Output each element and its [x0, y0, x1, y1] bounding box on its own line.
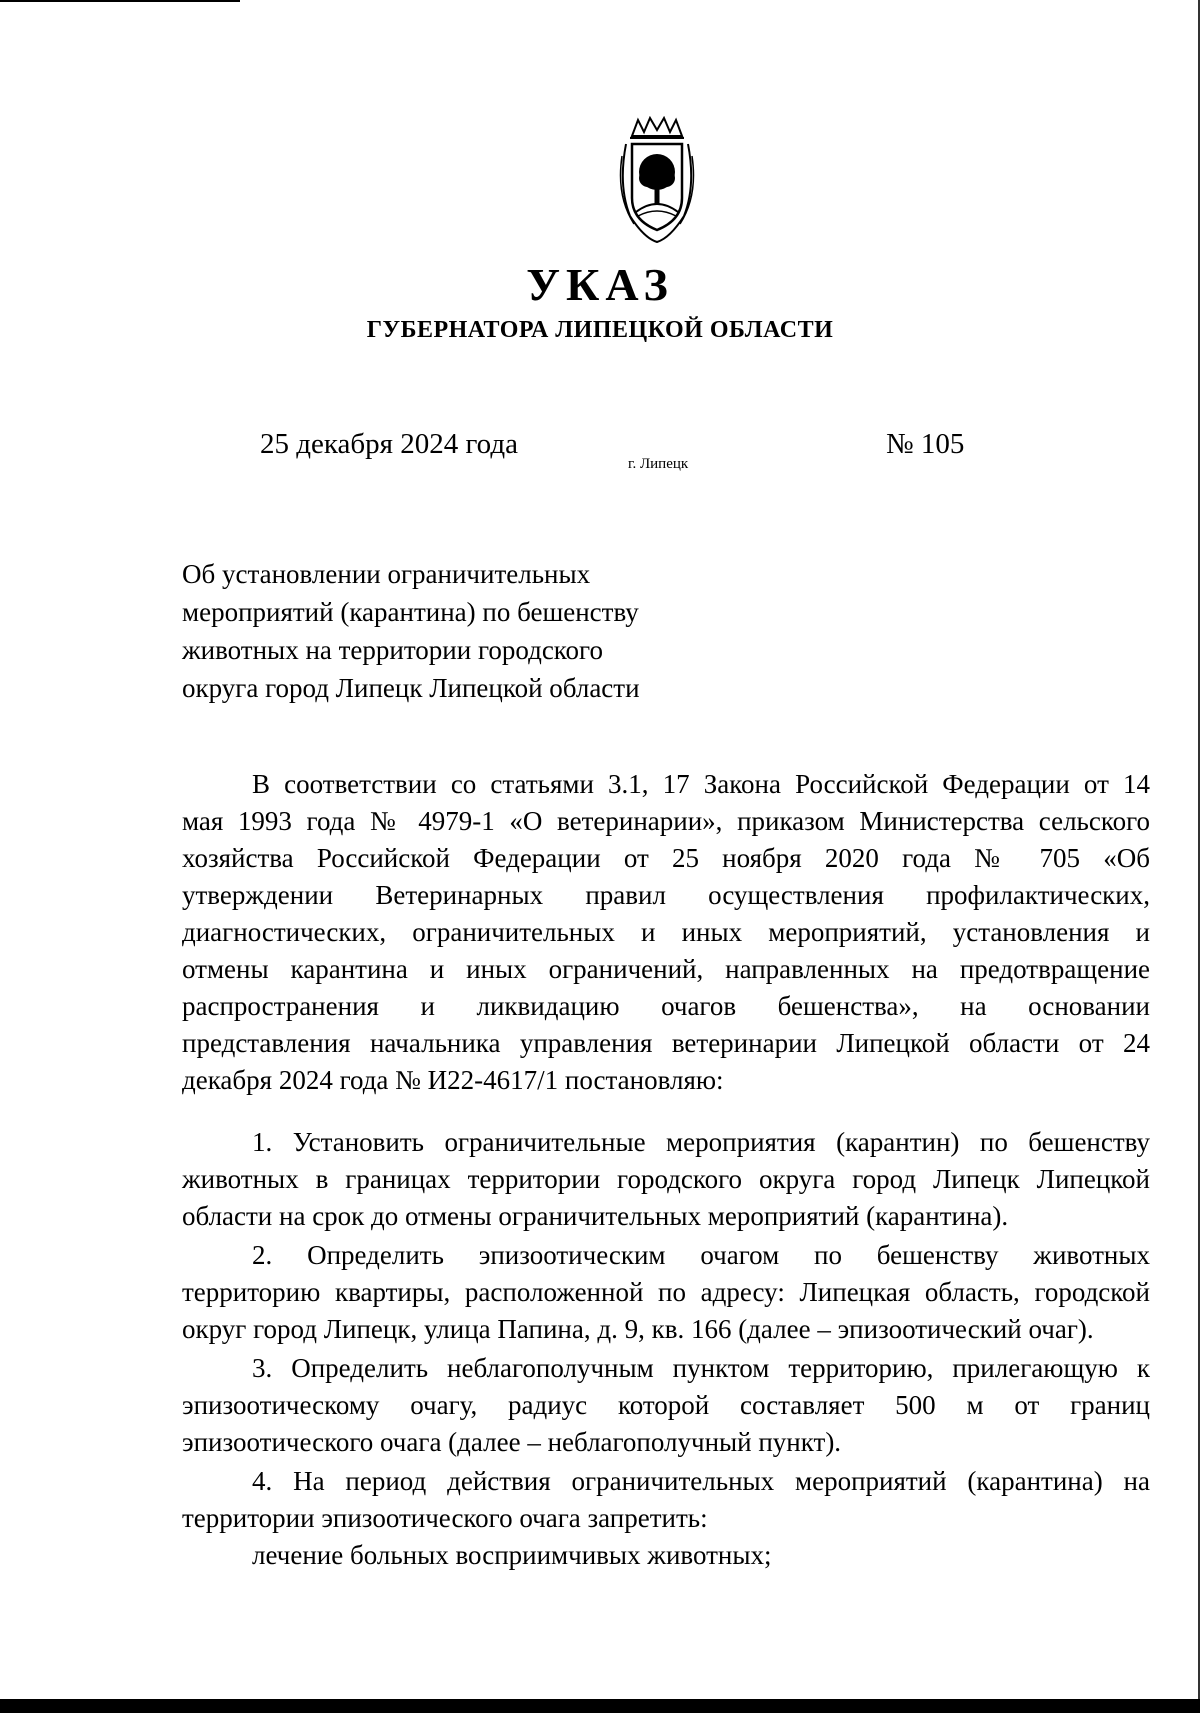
- scan-edge-bottom: [0, 1699, 1200, 1713]
- text-line: животных в границах территории городского округа город Липецк Липецкой: [182, 1164, 1150, 1194]
- text-line: 2. Определить эпизоотическим очагом по бешенству животных: [252, 1240, 1150, 1270]
- text-line: отмены карантина и иных ограничений, направленных на предотвращение: [182, 954, 1150, 984]
- preamble-paragraph: [182, 766, 1150, 1099]
- text-line: эпизоотического очага (далее – неблагополучный пункт).: [182, 1427, 842, 1457]
- document-subject: [182, 555, 640, 707]
- document-title: УКАЗ: [526, 259, 674, 310]
- text-line: округ город Липецк, улица Папина, д. 9, кв. 166 (далее – эпизоотический очаг).: [182, 1314, 1094, 1344]
- text-line: представления начальника управления ветеринарии Липецкой области от 24: [182, 1028, 1150, 1058]
- text-line: лечение больных восприимчивых животных;: [252, 1540, 772, 1570]
- item-1-paragraph: [182, 1124, 1150, 1235]
- text-line: утверждении Ветеринарных правил осуществления профилактических,: [182, 880, 1150, 910]
- text-line: 3. Определить неблагополучным пунктом территорию, прилегающую к: [252, 1353, 1150, 1383]
- text-line: распространения и ликвидацию очагов бешенства», на основании: [182, 991, 1150, 1021]
- item-2-paragraph: [182, 1237, 1150, 1348]
- text-line: хозяйства Российской Федерации от 25 ноября 2020 года № 705 «Об: [182, 843, 1150, 873]
- document-subtitle: ГУБЕРНАТОРА ЛИПЕЦКОЙ ОБЛАСТИ: [366, 317, 834, 343]
- text-line: области на срок до отмены ограничительных мероприятий (карантина).: [182, 1201, 1009, 1231]
- subject-line: округа город Липецк Липецкой области: [182, 673, 640, 703]
- text-line: В соответствии со статьями 3.1, 17 Закона Российской Федерации от 14: [252, 769, 1150, 799]
- text-line: декабря 2024 года № И22-4617/1 постановляю:: [182, 1065, 724, 1095]
- text-line: мая 1993 года № 4979-1 «О ветеринарии», приказом Министерства сельского: [182, 806, 1150, 836]
- document-date: 25 декабря 2024 года: [260, 428, 518, 460]
- subject-line: Об установлении ограничительных: [182, 559, 591, 589]
- text-line: территорию квартиры, расположенной по адресу: Липецкая область, городской: [182, 1277, 1150, 1307]
- text-line: 1. Установить ограничительные мероприятия (карантин) по бешенству: [252, 1127, 1150, 1157]
- subject-line: мероприятий (карантина) по бешенству: [182, 597, 639, 627]
- scan-edge-top: [0, 0, 240, 2]
- text-line: территории эпизоотического очага запретить:: [182, 1503, 708, 1533]
- item-3-paragraph: [182, 1350, 1150, 1461]
- text-line: эпизоотическому очагу, радиус которой составляет 500 м от границ: [182, 1390, 1150, 1420]
- item-4-paragraph: [182, 1463, 1150, 1574]
- document-number: № 105: [886, 428, 965, 460]
- text-line: диагностических, ограничительных и иных мероприятий, установления и: [182, 917, 1150, 947]
- subject-line: животных на территории городского: [182, 635, 603, 665]
- document-city: г. Липецк: [628, 456, 689, 472]
- lipetsk-coat-of-arms-icon: [618, 116, 696, 244]
- text-line: 4. На период действия ограничительных мероприятий (карантина) на: [252, 1466, 1150, 1496]
